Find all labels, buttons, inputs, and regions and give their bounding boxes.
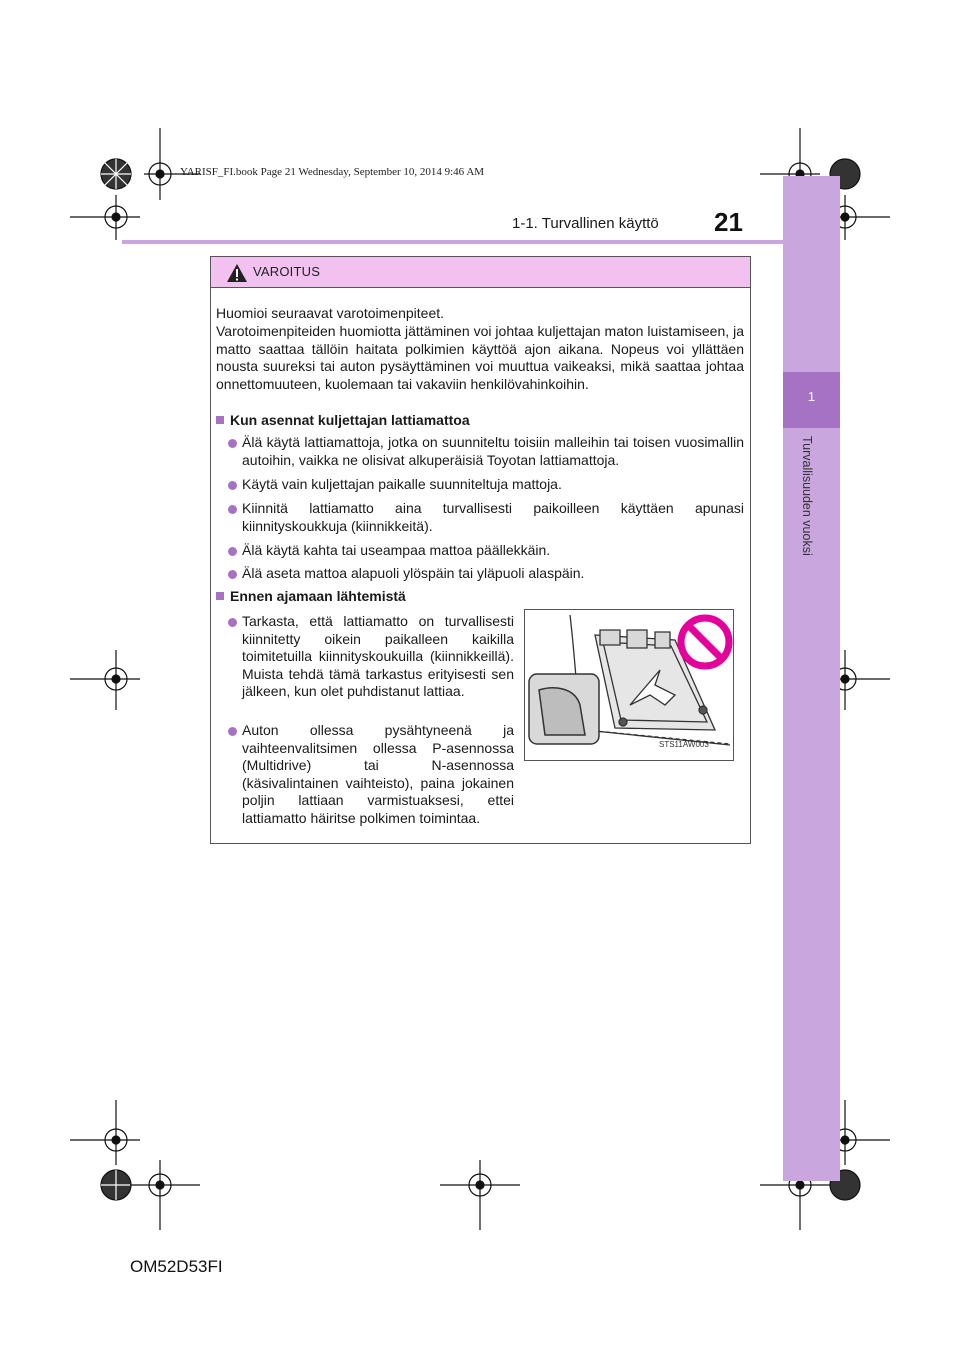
crosshair-target-icon bbox=[70, 650, 140, 710]
crosshair-target-icon bbox=[144, 128, 200, 200]
bullet-dot-icon bbox=[228, 505, 237, 514]
chapter-title-text: Turvallisuuden vuoksi bbox=[800, 436, 814, 556]
document-code: OM52D53FI bbox=[130, 1257, 223, 1276]
warning-intro-2: Varotoimenpiteiden huomiotta jättäminen voi johtaa kuljettajan maton luistamiseen, ja matto saattaa tällöin haitata polkimien käyttöä ajon aikana. Nopeus voi yllättäen nousta suureksi tai auton pysäyttäminen voi muuttua vaikeaksi, mikä saattaa johtaa onnettomuuteen, kuolemaan tai vakaviin henkilövahinkoihin. bbox=[216, 323, 744, 392]
crosshair-target-icon bbox=[70, 195, 140, 240]
crosshair-target-icon bbox=[130, 1160, 200, 1230]
side-strip bbox=[783, 176, 840, 1181]
install-bullet-4: Älä käytä kahta tai useampaa mattoa päällekkäin. bbox=[242, 542, 551, 558]
before-driving-bullet-2: Auton ollessa pysähtyneenä ja vaihteenvalitsimen ollessa P-asennossa (Multidrive) tai N-asennossa (käsivalintainen vaihteisto), paina jokainen poljin lattiaan varmistuaksesi, ettei lattiamatto häiritse polkimen toimintaa. bbox=[242, 722, 514, 826]
crosshair-target-icon bbox=[440, 1160, 520, 1230]
bullet-dot-icon bbox=[228, 439, 237, 448]
section-title: 1-1. Turvallinen käyttö bbox=[512, 215, 659, 232]
floor-mat-drawing bbox=[525, 610, 733, 760]
figure-code: STS11AW003 bbox=[659, 740, 709, 749]
before-driving-bullet-1: Tarkasta, että lattiamatto on turvallisesti kiinnitetty oikein paikalleen kaikilla toimitetuilla kiinnityskoukuilla (kiinnikkeillä). Muista tehdä tämä tarkastus erityisesti sen jälkeen, kun olet puhdistanut lattiaa. bbox=[242, 613, 514, 699]
book-info-line: YARISF_FI.book Page 21 Wednesday, September 10, 2014 9:46 AM bbox=[180, 166, 485, 178]
bullet-dot-icon bbox=[228, 547, 237, 556]
warning-triangle-icon bbox=[226, 263, 248, 283]
bullet-dot-icon bbox=[228, 618, 237, 627]
chapter-number: 1 bbox=[807, 389, 816, 404]
floor-mat-illustration bbox=[524, 609, 734, 761]
warning-title: VAROITUS bbox=[253, 264, 321, 279]
registration-starburst-icon bbox=[101, 159, 131, 189]
bullet-dot-icon bbox=[228, 481, 237, 490]
install-bullet-5: Älä aseta mattoa alapuoli ylöspäin tai yläpuoli alaspäin. bbox=[242, 565, 585, 581]
bullet-dot-icon bbox=[228, 570, 237, 579]
prohibited-icon bbox=[681, 618, 729, 666]
warning-intro-1: Huomioi seuraavat varotoimenpiteet. bbox=[216, 305, 445, 321]
page-number: 21 bbox=[714, 207, 743, 237]
chapter-title bbox=[770, 436, 814, 606]
section-heading-before-driving: Ennen ajamaan lähtemistä bbox=[216, 588, 406, 604]
registration-starburst-icon bbox=[101, 1170, 131, 1200]
warning-header bbox=[211, 257, 750, 288]
inset-detail bbox=[529, 674, 599, 744]
install-bullet-3: Kiinnitä lattiamatto aina turvallisesti paikoilleen käyttäen apunasi kiinnityskoukkuja (kiinnikkeitä). bbox=[242, 500, 744, 534]
square-bullet-icon bbox=[216, 416, 224, 424]
section-heading-install: Kun asennat kuljettajan lattiamattoa bbox=[216, 412, 470, 428]
crosshair-target-icon bbox=[70, 1100, 140, 1165]
square-bullet-icon bbox=[216, 592, 224, 600]
header-rule bbox=[122, 240, 786, 244]
bullet-dot-icon bbox=[228, 727, 237, 736]
install-bullet-1: Älä käytä lattiamattoja, jotka on suunniteltu toisiin malleihin tai toisen vuosimallin autoihin, vaikka ne olisivat alkuperäisiä Toyotan lattiamattoja. bbox=[242, 434, 744, 468]
install-bullet-2: Käytä vain kuljettajan paikalle suunniteltuja mattoja. bbox=[242, 476, 562, 492]
